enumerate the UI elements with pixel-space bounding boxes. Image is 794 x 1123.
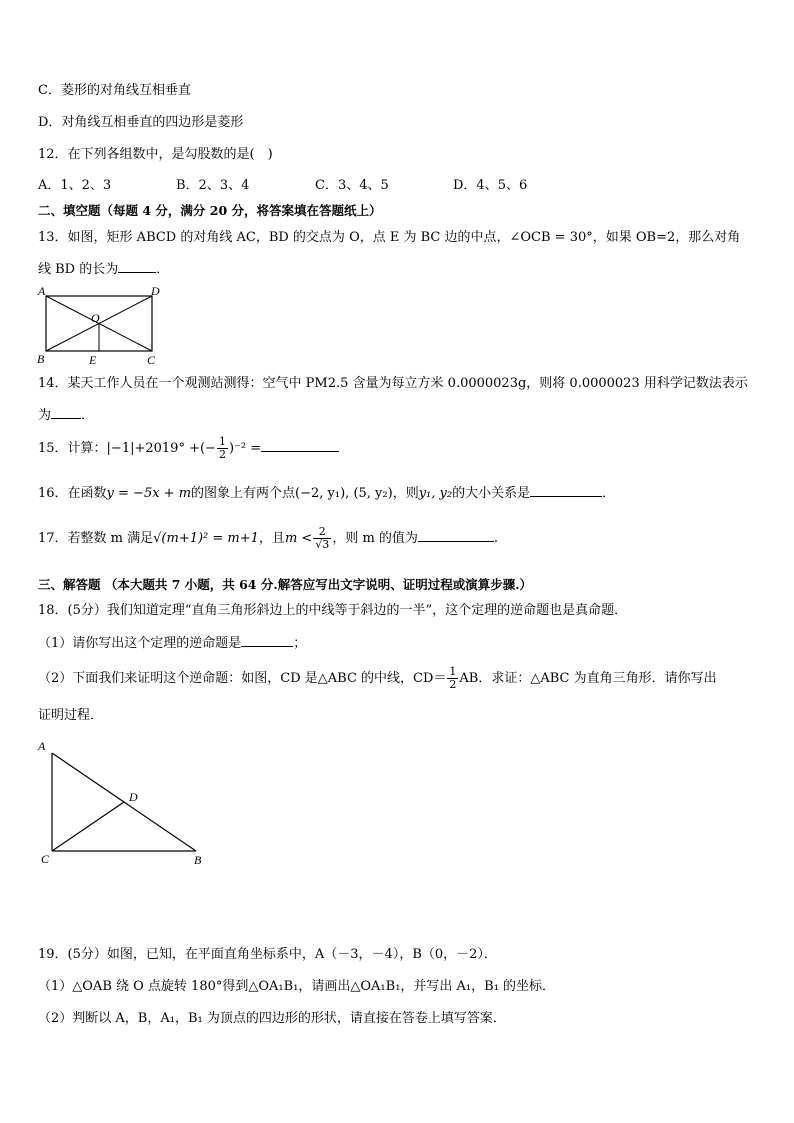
question-18-part2-line2: 证明过程． — [38, 708, 104, 723]
q16-text-then: ，则 — [392, 486, 419, 501]
q18-part1-text: （1）请你写出这个定理的逆命题是 — [38, 636, 242, 651]
q16-points: (−2, y₁), (5, y₂) — [295, 486, 393, 501]
q16-variables: y₁, y₂ — [418, 486, 453, 501]
answer-blank — [530, 484, 602, 497]
question-18: 18．(5分）我们知道定理“直角三角形斜边上的中线等于斜边的一半”，这个定理的逆命题也是真命题． — [38, 603, 628, 618]
fraction-two-over-root3 — [313, 526, 331, 551]
label-e: E — [89, 353, 97, 366]
label-d: D — [129, 790, 138, 804]
q17-equation: √(m+1)² = m+1 — [153, 531, 259, 546]
q12-option-d: D．4、5、6 — [453, 178, 528, 193]
option-d-line: D．对角线互相垂直的四边形是菱形 — [38, 115, 244, 130]
question-14-line1: 14．某天工作人员在一个观测站测得：空气中 PM2.5 含量为每立方米 0.0000023g，则将 0.0000023 用科学记数法表示 — [38, 376, 748, 391]
question-13-line2: 线 BD 的长为 ． — [38, 262, 170, 277]
q16-text-end: 的大小关系是 — [452, 486, 531, 501]
question-13-line1: 13．如图，矩形 ABCD 的对角线 AC，BD 的交点为 O，点 E 为 BC 边的中点，∠OCB = 30°，如果 OB=2，那么对角 — [38, 230, 741, 245]
question-19-part2: （2）判断以 A，B，A₁，B₁ 为顶点的四边形的形状，请直接在答卷上填写答案． — [38, 1011, 506, 1026]
q14-text: 为 — [38, 408, 52, 423]
label-a: A — [38, 739, 46, 753]
label-c: C — [147, 353, 156, 366]
fraction-one-half — [217, 436, 228, 461]
section-3-heading: 三、解答题 （本大题共 7 小题，共 64 分.解答应写出文字说明、证明过程或演算步骤.） — [38, 577, 533, 592]
q12-option-a: A．1、2、3 — [38, 178, 112, 193]
question-19: 19．(5分）如图，已知，在平面直角坐标系中，A（－3，－4），B（0，－2）． — [38, 947, 497, 962]
q15-expression-end: )⁻² = — [228, 441, 262, 456]
question-17: 17．若整数 m 满足√(m+1)² = m+1，且m < $\frac{2}{√3}$ ，则 m 的值为 . — [38, 525, 499, 551]
label-b: B — [37, 352, 45, 366]
q17-label: 17．若整数 m 满足 — [38, 531, 154, 546]
question-15 — [38, 436, 339, 462]
numerator: 1 — [218, 435, 226, 448]
q17-text: ，且 — [258, 531, 285, 546]
section-2-heading: 二、填空题（每题 4 分，满分 20 分，将答案填在答题纸上） — [38, 203, 382, 218]
label-c: C — [41, 852, 50, 866]
q15-label: 15．计算： — [38, 441, 107, 456]
answer-blank — [261, 439, 339, 452]
rectangle-figure — [36, 284, 166, 366]
question-12: 12．在下列各组数中，是勾股数的是( ) — [38, 147, 273, 162]
label-a: A — [38, 284, 46, 298]
question-16: 16．在函数y = −5x + m的图象上有两个点(−2, y₁), (5, y₂)，则y₁, y₂的大小关系是 ． — [38, 486, 616, 501]
denominator: 2 — [218, 448, 226, 461]
option-c-line: C．菱形的对角线互相垂直 — [38, 83, 191, 98]
q17-inequality: m < — [284, 531, 313, 546]
numerator: 1 — [449, 665, 457, 678]
q16-text: 的图象上有两个点 — [191, 486, 296, 501]
question-18-part2 — [38, 666, 717, 692]
label-d: D — [151, 284, 160, 298]
answer-blank — [51, 406, 81, 419]
q18-part2-text-end: AB．求证：△ABC 为直角三角形．请你写出 — [459, 671, 717, 686]
question-14-line2: 为 ． — [38, 408, 95, 423]
question-18-part1: （1）请你写出这个定理的逆命题是 ； — [38, 636, 307, 651]
answer-blank — [418, 529, 494, 542]
q12-option-b: B．2、3、4 — [176, 178, 250, 193]
triangle-figure — [36, 737, 216, 867]
q12-option-c: C．3、4、5 — [315, 178, 389, 193]
numerator: 2 — [313, 526, 331, 539]
answer-blank — [118, 260, 156, 273]
q16-label: 16．在函数 — [38, 486, 107, 501]
q16-function: y = −5x + m — [106, 486, 192, 501]
label-b: B — [194, 853, 202, 867]
question-19-part1: （1）△OAB 绕 O 点旋转 180°得到△OA₁B₁，请画出△OA₁B₁，并写出 A₁，B₁ 的坐标． — [38, 979, 556, 994]
median-cd — [52, 802, 124, 851]
label-o: O — [91, 311, 100, 325]
answer-blank — [241, 634, 293, 647]
q18-part2-text: （2）下面我们来证明这个逆命题：如图，CD 是△ABC 的中线，CD＝ — [38, 671, 447, 686]
denominator: 2 — [449, 678, 457, 691]
question-12-options — [38, 177, 638, 195]
denominator: √3 — [315, 538, 330, 551]
q13-text: 线 BD 的长为 — [38, 262, 119, 277]
q17-text-end: ，则 m 的值为 — [332, 531, 418, 546]
q15-expression: |−1|+2019° +(− — [106, 441, 216, 456]
fraction-one-half — [447, 666, 458, 691]
